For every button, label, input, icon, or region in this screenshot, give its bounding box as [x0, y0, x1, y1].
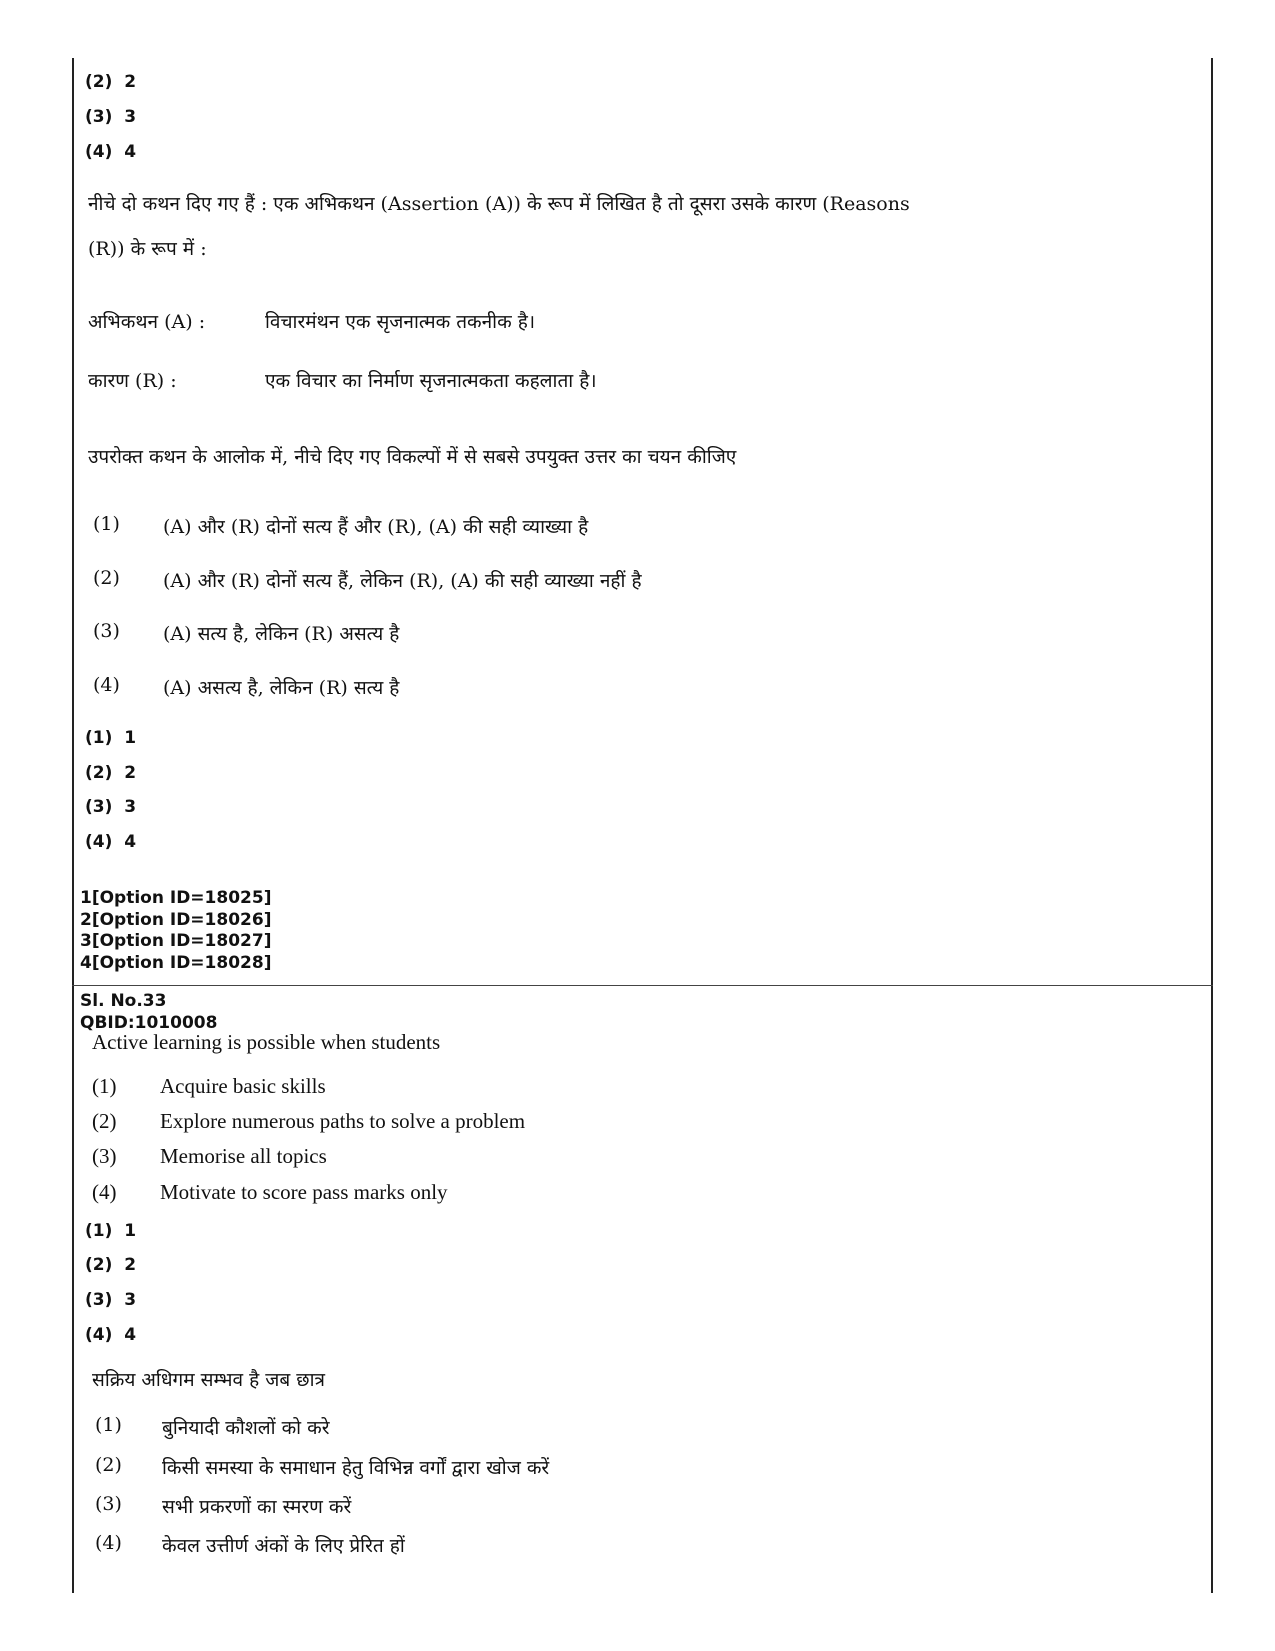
option-id: 3[Option ID=18027] — [80, 931, 272, 951]
answer-choice: (2) 2 — [85, 72, 137, 92]
option-number: (2) — [95, 1454, 122, 1476]
answer-choice: (1) 1 — [85, 1221, 137, 1241]
option-number: (1) — [95, 1414, 122, 1436]
question-text-en: Active learning is possible when students — [92, 1030, 441, 1054]
question-header — [80, 990, 217, 1034]
option-number: (3) — [92, 1144, 117, 1168]
option-number: (4) — [92, 1180, 117, 1204]
question-divider — [72, 985, 1213, 986]
option-number: (1) — [92, 1074, 117, 1098]
option-text: (A) और (R) दोनों सत्य हैं और (R), (A) की सही व्याख्या है — [163, 516, 589, 538]
answer-choice: (2) 2 — [85, 1255, 137, 1275]
option-number: (3) — [93, 620, 120, 642]
option-id: 2[Option ID=18026] — [80, 909, 272, 930]
reason-label: कारण (R) : — [88, 370, 177, 392]
assertion-text: विचारमंथन एक सृजनात्मक तकनीक है। — [265, 311, 536, 333]
option-id: 4[Option ID=18028] — [80, 952, 272, 973]
answer-choice: (4) 4 — [85, 142, 137, 162]
option-number: (2) — [93, 567, 120, 589]
question-intro-line2: (R)) के रूप में : — [88, 238, 207, 260]
option-text: सभी प्रकरणों का स्मरण करें — [162, 1496, 352, 1518]
option-text: Memorise all topics — [160, 1144, 327, 1168]
qbid: QBID:1010008 — [80, 1013, 218, 1033]
option-text: (A) और (R) दोनों सत्य हैं, लेकिन (R), (A) की सही व्याख्या नहीं है — [163, 570, 642, 592]
answer-choice: (4) 4 — [85, 832, 137, 852]
answer-choice: (4) 4 — [85, 1325, 137, 1345]
page-border-left — [72, 58, 74, 1593]
answer-choice: (3) 3 — [85, 1290, 137, 1310]
option-text: Acquire basic skills — [160, 1074, 326, 1098]
option-number: (4) — [95, 1532, 122, 1554]
option-text: बुनियादी कौशलों को करे — [162, 1417, 330, 1439]
serial-number: Sl. No.33 — [80, 991, 167, 1011]
assertion-label: अभिकथन (A) : — [88, 311, 206, 333]
option-text: किसी समस्या के समाधान हेतु विभिन्न वर्गों द्वारा खोज करें — [162, 1457, 550, 1479]
option-number: (2) — [92, 1109, 117, 1133]
option-number: (4) — [93, 674, 120, 696]
question-instruction: उपरोक्त कथन के आलोक में, नीचे दिए गए विकल्पों में से सबसे उपयुक्त उत्तर का चयन कीजिए — [88, 446, 737, 468]
answer-choice: (2) 2 — [85, 763, 137, 783]
question-text-hi: सक्रिय अधिगम सम्भव है जब छात्र — [92, 1369, 325, 1391]
question-intro-line1: नीचे दो कथन दिए गए हैं : एक अभिकथन (Assertion (A)) के रूप में लिखित है तो दूसरा उसके कारण (Reasons — [88, 193, 910, 215]
option-number: (1) — [93, 513, 120, 535]
answer-choice: (1) 1 — [85, 728, 137, 748]
answer-choice: (3) 3 — [85, 797, 137, 817]
option-number: (3) — [95, 1493, 122, 1515]
page-border-right — [1211, 58, 1213, 1593]
option-id-list — [80, 888, 271, 974]
option-text: (A) सत्य है, लेकिन (R) असत्य है — [163, 623, 400, 645]
option-text: Explore numerous paths to solve a problem — [160, 1109, 526, 1133]
option-id: 1[Option ID=18025] — [80, 888, 272, 908]
reason-text: एक विचार का निर्माण सृजनात्मकता कहलाता है। — [265, 370, 597, 392]
option-text: (A) असत्य है, लेकिन (R) सत्य है — [163, 677, 400, 699]
option-text: केवल उत्तीर्ण अंकों के लिए प्रेरित हों — [162, 1535, 405, 1557]
option-text: Motivate to score pass marks only — [160, 1180, 448, 1204]
answer-choice: (3) 3 — [85, 107, 137, 127]
